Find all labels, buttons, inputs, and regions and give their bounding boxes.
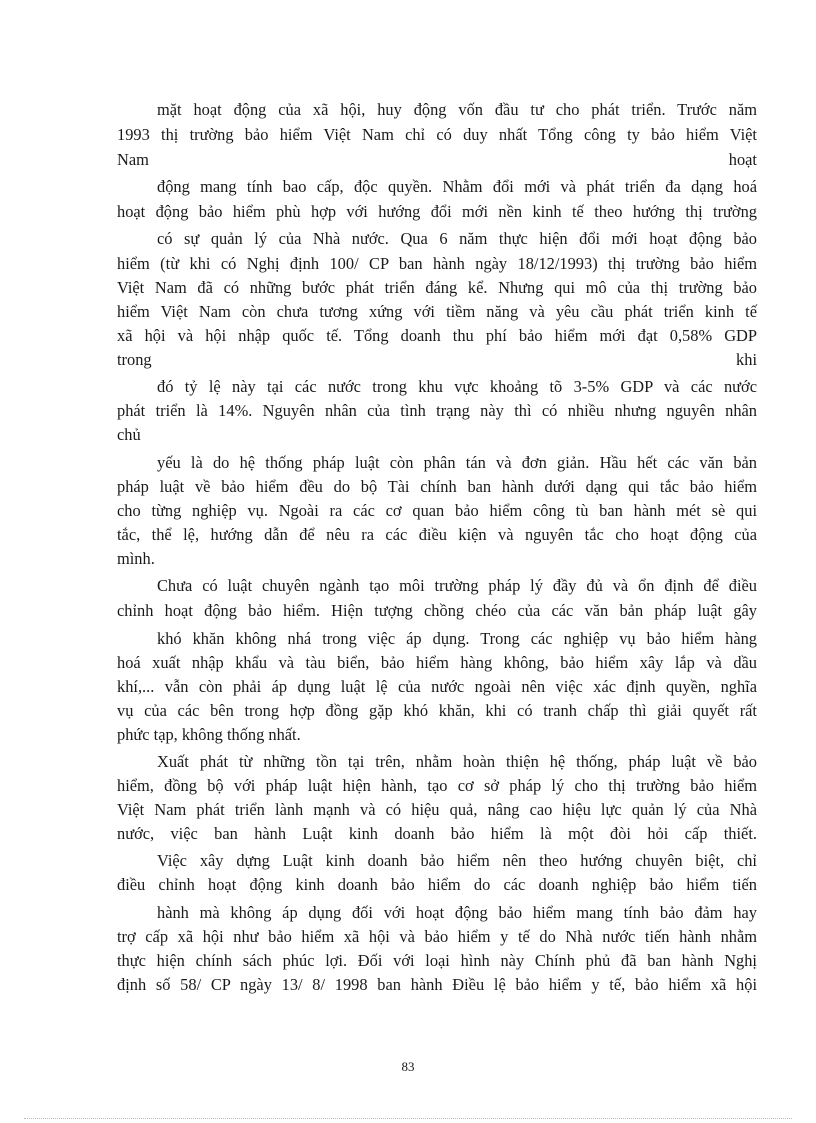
text-line: phát triển là 14%. Nguyên nhân của tình trạng này thì có nhiều nhưng nguyên nhân: [117, 401, 757, 420]
text-line: điều chỉnh hoạt động kinh doanh bảo hiểm do các doanh nghiệp bảo hiểm tiến: [117, 875, 757, 894]
text-line: hoá xuất nhập khẩu và tàu biển, bảo hiểm hàng không, bảo hiểm xây lắp và dầu: [117, 653, 757, 672]
text-line: hoạt động bảo hiểm phù hợp với hướng đổi mới nền kinh tế theo hướng thị trường: [117, 202, 757, 221]
text-line: nước, việc ban hành Luật kinh doanh bảo hiểm là một đòi hỏi cấp thiết.: [117, 824, 757, 843]
text-line: Chưa có luật chuyên ngành tạo môi trường pháp lý đầy đủ và ổn định để điều: [157, 576, 757, 595]
text-line: hiểm Việt Nam còn chưa tương xứng với tiềm năng và yêu cầu phát triển kinh tế: [117, 302, 757, 321]
text-line: Việc xây dựng Luật kinh doanh bảo hiểm nên theo hướng chuyên biệt, chỉ: [157, 851, 757, 870]
text-line: trong khi: [117, 350, 757, 369]
text-line: Nam hoạt: [117, 150, 757, 169]
text-line: khó khăn không nhá trong việc áp dụng. Trong các nghiệp vụ bảo hiểm hàng: [157, 629, 757, 648]
text-line: yếu là do hệ thống pháp luật còn phân tán và đơn giản. Hầu hết các văn bản: [157, 453, 757, 472]
text-line: định số 58/ CP ngày 13/ 8/ 1998 ban hành Điều lệ bảo hiểm y tế, bảo hiểm xã hội: [117, 975, 757, 994]
text-line: phức tạp, không thống nhất.: [117, 725, 301, 744]
text-line: hiểm (từ khi có Nghị định 100/ CP ban hành ngày 18/12/1993) thị trường bảo hiểm: [117, 254, 757, 273]
page-bottom-divider: [24, 1118, 792, 1119]
page-number: 83: [401, 1059, 415, 1074]
text-line: thực hiện chính sách phúc lợi. Đối với loại hình này Chính phủ đã ban hành Nghị: [117, 951, 757, 970]
text-line: động mang tính bao cấp, độc quyền. Nhằm đổi mới và phát triển đa dạng hoá: [157, 177, 757, 196]
text-line: chủ: [117, 425, 141, 444]
text-line: hiểm, đồng bộ với pháp luật hiện hành, tạo cơ sở pháp lý cho thị trường bảo hiểm: [117, 776, 757, 795]
text-line: có sự quản lý của Nhà nước. Qua 6 năm thực hiện đổi mới hoạt động bảo: [157, 229, 757, 248]
text-line: hành mà không áp dụng đối với hoạt động bảo hiểm mang tính bảo đảm hay: [157, 903, 757, 922]
text-line: khí,... vẫn còn phải áp dụng luật lệ của nước ngoài nên việc xác định quyền, nghĩa: [117, 677, 757, 696]
text-line: mặt hoạt động của xã hội, huy động vốn đầu tư cho phát triển. Trước năm: [157, 100, 757, 119]
text-line: đó tỷ lệ này tại các nước trong khu vực khoảng tõ 3-5% GDP và các nước: [157, 377, 757, 396]
text-line: xã hội và hội nhập quốc tế. Tổng doanh thu phí bảo hiểm mới đạt 0,58% GDP: [117, 326, 757, 345]
text-line: vụ của các bên trong hợp đồng gặp khó khăn, khi có tranh chấp thì giải quyết rất: [117, 701, 757, 720]
text-line: 1993 thị trường bảo hiểm Việt Nam chỉ có duy nhất Tổng công ty bảo hiểm Việt: [117, 125, 757, 144]
text-line: cho từng nghiệp vụ. Ngoài ra các cơ quan bảo hiểm công tù ban hành mét sè qui: [117, 501, 757, 520]
text-line: chỉnh hoạt động bảo hiểm. Hiện tượng chồng chéo của các văn bản pháp luật gây: [117, 601, 757, 620]
text-line: Việt Nam phát triển lành mạnh và có hiệu quả, nâng cao hiệu lực quản lý của Nhà: [117, 800, 757, 819]
text-line: tắc, thể lệ, hướng dẫn để nêu ra các điều kiện và nguyên tắc cho hoạt động của: [117, 525, 757, 544]
text-line: Xuất phát từ những tồn tại trên, nhằm hoàn thiện hệ thống, pháp luật về bảo: [157, 752, 757, 771]
text-line: Việt Nam đã có những bước phát triển đáng kể. Nhưng qui mô của thị trường bảo: [117, 278, 757, 297]
text-line: trợ cấp xã hội như bảo hiểm xã hội và bảo hiểm y tế do Nhà nước tiến hành nhằm: [117, 927, 757, 946]
text-line: mình.: [117, 549, 155, 568]
text-line: pháp luật về bảo hiểm đều do bộ Tài chính ban hành dưới dạng qui tắc bảo hiểm: [117, 477, 757, 496]
